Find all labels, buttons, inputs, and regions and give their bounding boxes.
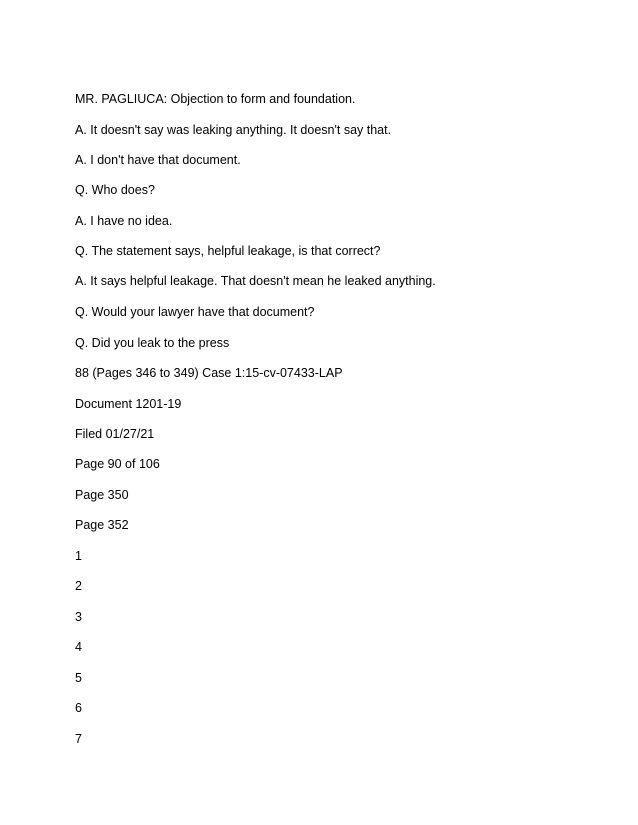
text-line: MR. PAGLIUCA: Objection to form and foundation. [75, 92, 356, 106]
text-line: Q. Who does? [75, 183, 155, 197]
line-number: 5 [75, 671, 82, 685]
text-line: Q. Did you leak to the press [75, 336, 230, 350]
document-number: Document 1201-19 [75, 397, 182, 411]
text-line: Q. Would your lawyer have that document? [75, 305, 315, 319]
line-number: 7 [75, 732, 82, 746]
text-line: A. I don't have that document. [75, 153, 241, 167]
line-number: 4 [75, 640, 82, 654]
text-line: A. I have no idea. [75, 214, 173, 228]
text-line: Q. The statement says, helpful leakage, is that correct? [75, 244, 381, 258]
line-number: 1 [75, 549, 82, 563]
line-number: 3 [75, 610, 82, 624]
text-line: A. It says helpful leakage. That doesn't mean he leaked anything. [75, 274, 436, 288]
text-line: A. It doesn't say was leaking anything. It doesn't say that. [75, 123, 392, 137]
case-header-line: 88 (Pages 346 to 349) Case 1:15-cv-07433-LAP [75, 366, 343, 380]
line-number: 2 [75, 579, 82, 593]
page-label: Page 350 [75, 488, 129, 502]
page-count: Page 90 of 106 [75, 457, 160, 471]
line-number: 6 [75, 701, 82, 715]
page-label: Page 352 [75, 518, 129, 532]
filed-date: Filed 01/27/21 [75, 427, 155, 441]
